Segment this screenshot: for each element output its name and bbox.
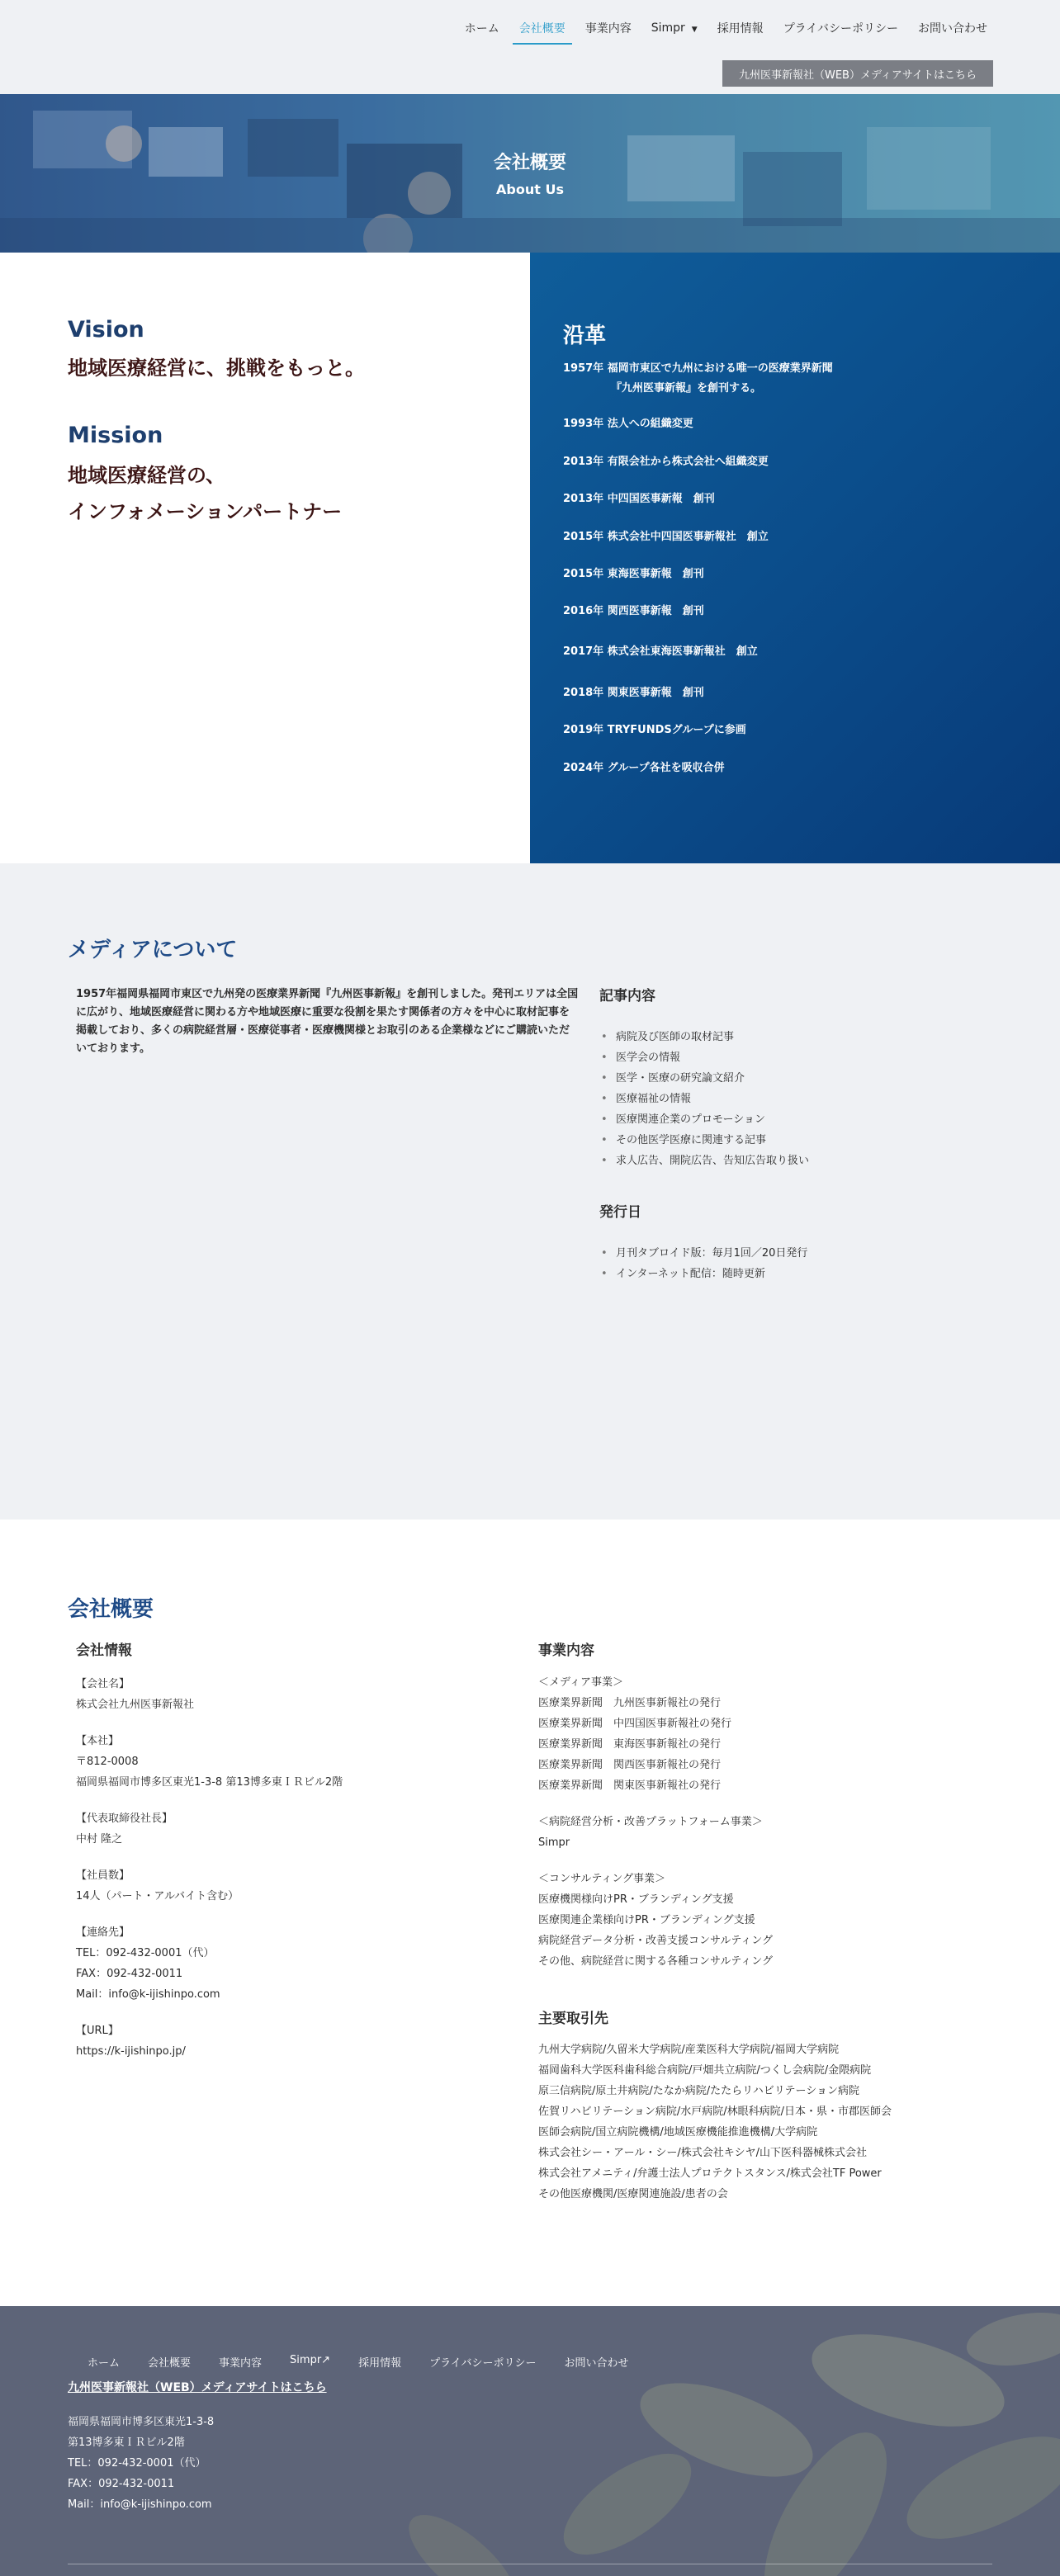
articles-heading: 記事内容 bbox=[599, 988, 655, 1004]
ceo-label: 【代表取締役社長】 bbox=[76, 1813, 173, 1825]
history-title: 沿革 bbox=[563, 324, 607, 348]
media-business-label: ＜メディア事業＞ bbox=[538, 1676, 623, 1689]
list-item: 福岡歯科大学医科歯科総合病院/戸畑共立病院/つくし会病院/金隈病院 bbox=[538, 2064, 872, 2077]
list-item: 医療機関様向けPR・ブランディング支援 bbox=[538, 1893, 734, 1906]
history-item: 2019年 TRYFUNDSグループに参画 bbox=[563, 724, 746, 736]
nav-business[interactable]: 事業内容 bbox=[584, 22, 632, 35]
staff-label: 【社員数】 bbox=[76, 1869, 130, 1882]
company-info-heading: 会社情報 bbox=[76, 1642, 132, 1659]
media-title: メディアについて bbox=[68, 938, 238, 962]
nav-simpr-label: Simpr bbox=[651, 21, 685, 35]
media-description: 1957年福岡県福岡市東区で九州発の医療業界新聞『九州医事新報』を創刊しました。発刊エリアは全国に広がり、地域医療経営に関わる方や地域医療に重要な役割を果たす関係者の方々を中心に取材記事を掲載しており、多くの病院経営層・医療従事者・医療機関様とお取引のある企業様などにご購読いただいております。 bbox=[76, 988, 579, 1055]
list-item: • 医学会の情報 bbox=[599, 1047, 809, 1068]
external-link-icon: ↗ bbox=[321, 2354, 331, 2366]
footer-nav-simpr-label: Simpr bbox=[290, 2354, 322, 2366]
vision-panel bbox=[0, 253, 530, 863]
clients-heading: 主要取引先 bbox=[538, 2011, 608, 2027]
list-item: 医療関連企業様向けPR・ブランディング支援 bbox=[538, 1914, 755, 1926]
company-info bbox=[76, 1674, 343, 2062]
company-name-label: 【会社名】 bbox=[76, 1678, 130, 1690]
business-heading: 事業内容 bbox=[538, 1642, 594, 1659]
footer-nav bbox=[88, 2354, 656, 2370]
hero-subtitle: About Us bbox=[496, 182, 564, 197]
hq-postal: 〒812-0008 bbox=[76, 1756, 139, 1768]
nav-contact[interactable]: お問い合わせ bbox=[918, 22, 987, 35]
history-panel bbox=[530, 253, 1060, 863]
footer-nav-privacy[interactable]: プライバシーポリシー bbox=[429, 2357, 537, 2370]
contact-fax: FAX：092-432-0011 bbox=[76, 1968, 183, 1980]
footer-address-line-2: 第13博多東ＩＲビル2階 bbox=[68, 2437, 185, 2449]
vision-heading: Vision bbox=[68, 317, 144, 343]
contact-label: 【連絡先】 bbox=[76, 1926, 130, 1939]
history-item: 2017年 株式会社東海医事新報社 創立 bbox=[563, 645, 758, 658]
footer-nav-simpr[interactable] bbox=[290, 2354, 330, 2370]
list-item: • 病院及び医師の取材記事 bbox=[599, 1027, 809, 1047]
footer-nav-home[interactable]: ホーム bbox=[88, 2357, 121, 2370]
site-footer bbox=[0, 2306, 1060, 2576]
list-item: • インターネット配信：随時更新 bbox=[599, 1264, 807, 1284]
history-item: 2015年 東海医事新報 創刊 bbox=[563, 568, 704, 580]
mission-line-1: 地域医療経営の、 bbox=[68, 464, 226, 487]
footer-nav-contact[interactable]: お問い合わせ bbox=[564, 2357, 629, 2370]
history-item: 2024年 グループ各社を吸収合併 bbox=[563, 762, 725, 774]
hero-title: 会社概要 bbox=[493, 153, 566, 173]
list-item: 医療業界新聞 東海医事新報社の発行 bbox=[538, 1738, 722, 1751]
list-item: 九州大学病院/久留米大学病院/産業医科大学病院/福岡大学病院 bbox=[538, 2044, 840, 2056]
history-item: 『九州医事新報』を創刊する。 bbox=[611, 382, 762, 395]
list-item: 医療業界新聞 関東医事新報社の発行 bbox=[538, 1780, 722, 1792]
footer-nav-company[interactable]: 会社概要 bbox=[148, 2357, 192, 2370]
platform-name: Simpr bbox=[538, 1836, 570, 1849]
company-url[interactable]: https://k-ijishinpo.jp/ bbox=[76, 2045, 186, 2058]
issue-heading: 発行日 bbox=[599, 1204, 641, 1221]
footer-address bbox=[68, 2412, 214, 2515]
nav-recruit[interactable]: 採用情報 bbox=[717, 22, 764, 35]
history-item: 2016年 関西医事新報 創刊 bbox=[563, 605, 704, 617]
history-item: 2015年 株式会社中四国医事新報社 創立 bbox=[563, 531, 769, 543]
company-section bbox=[0, 1520, 1060, 2306]
nav-company[interactable]: 会社概要 bbox=[519, 15, 565, 41]
company-title: 会社概要 bbox=[68, 1597, 154, 1622]
main-nav bbox=[445, 15, 987, 41]
list-item: • その他医学医療に関連する記事 bbox=[599, 1130, 809, 1151]
contact-tel: TEL：092-432-0001（代） bbox=[76, 1947, 215, 1959]
list-item: 医療業界新聞 九州医事新報社の発行 bbox=[538, 1697, 722, 1709]
chevron-down-icon: ▼ bbox=[691, 26, 698, 34]
media-section bbox=[0, 863, 1060, 1520]
mission-heading: Mission bbox=[68, 423, 163, 448]
nav-privacy[interactable]: プライバシーポリシー bbox=[783, 22, 898, 35]
list-item: • 求人広告、開院広告、告知広告取り扱い bbox=[599, 1151, 809, 1171]
footer-web-media-link[interactable]: 九州医事新報社（WEB）メディアサイトはこちら bbox=[68, 2381, 327, 2394]
ceo-name: 中村 隆之 bbox=[76, 1833, 123, 1846]
footer-nav-recruit[interactable]: 採用情報 bbox=[358, 2357, 402, 2370]
history-item: 2013年 中四国医事新報 創刊 bbox=[563, 493, 715, 505]
nav-simpr[interactable] bbox=[651, 17, 698, 40]
hero-banner bbox=[0, 94, 1060, 253]
history-item: 1957年 福岡市東区で九州における唯一の医療業界新聞 bbox=[563, 362, 833, 375]
hq-address: 福岡県福岡市博多区東光1-3-8 第13博多東ＩＲビル2階 bbox=[76, 1776, 343, 1789]
web-media-link-button[interactable]: 九州医事新報社（WEB）メディアサイトはこちら bbox=[722, 60, 993, 87]
platform-business-label: ＜病院経営分析・改善プラットフォーム事業＞ bbox=[538, 1816, 763, 1828]
list-item: 病院経営データ分析・改善支援コンサルティング bbox=[538, 1935, 774, 1947]
footer-mail[interactable]: Mail：info@k-ijishinpo.com bbox=[68, 2498, 212, 2511]
staff-count: 14人（パート・アルバイト含む） bbox=[76, 1890, 239, 1902]
consulting-business-label: ＜コンサルティング事業＞ bbox=[538, 1873, 666, 1885]
mission-line-2: インフォメーションパートナー bbox=[68, 500, 343, 523]
footer-fax: FAX：092-432-0011 bbox=[68, 2478, 175, 2490]
list-item: 医療業界新聞 関西医事新報社の発行 bbox=[538, 1759, 722, 1771]
site-header bbox=[0, 0, 1060, 94]
history-item: 2013年 有限会社から株式会社へ組織変更 bbox=[563, 456, 769, 468]
list-item: 佐賀リハビリテーション病院/水戸病院/林眼科病院/日本・県・市郡医師会 bbox=[538, 2106, 892, 2118]
nav-home[interactable]: ホーム bbox=[464, 22, 499, 35]
list-item: • 医学・医療の研究論文紹介 bbox=[599, 1068, 809, 1089]
clients-list bbox=[538, 2040, 892, 2205]
footer-tel: TEL：092-432-0001（代） bbox=[68, 2457, 206, 2470]
list-item: • 医療関連企業のプロモーション bbox=[599, 1109, 809, 1130]
contact-mail[interactable]: Mail：info@k-ijishinpo.com bbox=[76, 1988, 220, 2001]
list-item: その他、病院経営に関する各種コンサルティング bbox=[538, 1955, 774, 1968]
list-item: 医療業界新聞 中四国医事新報社の発行 bbox=[538, 1718, 732, 1730]
articles-list bbox=[599, 1027, 809, 1171]
history-item: 1993年 法人への組織変更 bbox=[563, 418, 693, 430]
footer-nav-business[interactable]: 事業内容 bbox=[219, 2357, 263, 2370]
business-content bbox=[538, 1672, 773, 1972]
list-item: • 月刊タブロイド版：毎月1回／20日発行 bbox=[599, 1243, 807, 1264]
url-label: 【URL】 bbox=[76, 2025, 119, 2037]
list-item: 原三信病院/原土井病院/たなか病院/たたらリハビリテーション病院 bbox=[538, 2085, 859, 2097]
list-item: 株式会社アメニティ/弁護士法人プロテクトスタンス/株式会社TF Power bbox=[538, 2167, 882, 2180]
list-item: 医師会病院/国立病院機構/地域医療機能推進機構/大学病院 bbox=[538, 2126, 818, 2139]
hq-label: 【本社】 bbox=[76, 1735, 120, 1747]
list-item: 株式会社シー・アール・シー/株式会社キシヤ/山下医科器械株式会社 bbox=[538, 2147, 867, 2159]
footer-address-line-1: 福岡県福岡市博多区東光1-3-8 bbox=[68, 2416, 215, 2428]
issue-list bbox=[599, 1243, 807, 1284]
list-item: その他医療機関/医療関連施設/患者の会 bbox=[538, 2188, 728, 2200]
company-name: 株式会社九州医事新報社 bbox=[76, 1699, 195, 1711]
list-item: • 医療福祉の情報 bbox=[599, 1089, 809, 1109]
vision-statement: 地域医療経営に、挑戦をもっと。 bbox=[68, 357, 365, 380]
history-item: 2018年 関東医事新報 創刊 bbox=[563, 687, 704, 699]
